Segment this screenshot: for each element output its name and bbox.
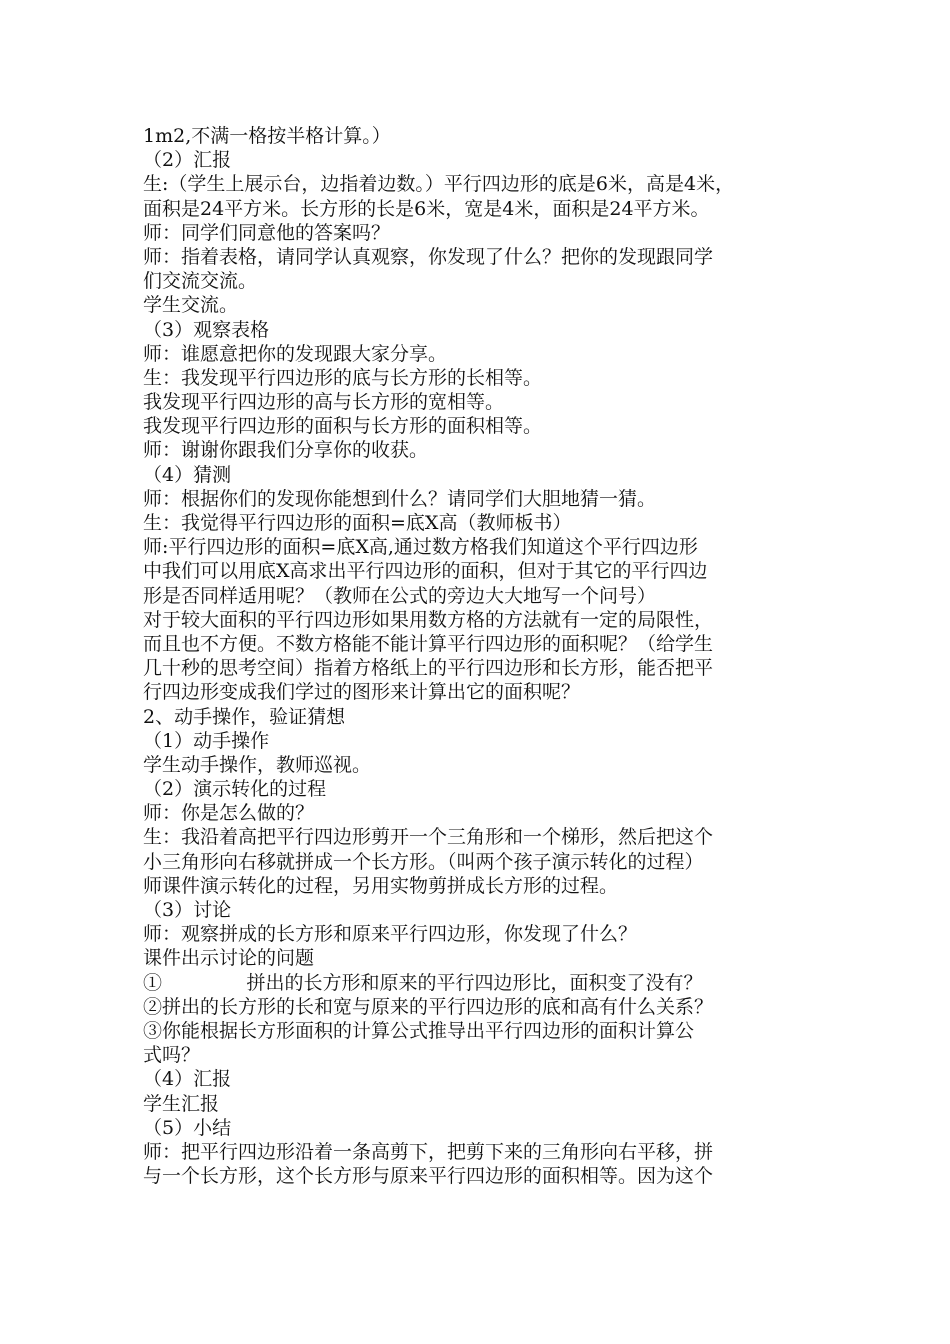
section-heading: （3）讨论 bbox=[143, 899, 232, 921]
section-heading: （4）猜测 bbox=[143, 463, 232, 486]
text-line: 1m2,不满一格按半格计算。） bbox=[143, 125, 391, 147]
text-line: 形是否同样适用呢？（教师在公式的旁边大大地写一个问号） bbox=[143, 584, 657, 607]
text-line: 师:平行四边形的面积=底X高,通过数方格我们知道这个平行四边形 bbox=[143, 536, 698, 559]
text-line: 小三角形向右移就拼成一个长方形。（叫两个孩子演示转化的过程） bbox=[143, 850, 704, 873]
text-line: 与一个长方形，这个长方形与原来平行四边形的面积相等。因为这个 bbox=[143, 1165, 714, 1188]
text-line: 而且也不方便。不数方格能不能计算平行四边形的面积呢？（给学生 bbox=[143, 632, 714, 655]
text-line: 我发现平行四边形的高与长方形的宽相等。 bbox=[143, 391, 505, 414]
section-heading: （1）动手操作 bbox=[143, 729, 270, 752]
text-line: 生：我沿着高把平行四边形剪开一个三角形和一个梯形，然后把这个 bbox=[143, 826, 714, 849]
text-line: 对于较大面积的平行四边形如果用数方格的方法就有一定的局限性， bbox=[143, 608, 714, 631]
document-body bbox=[143, 124, 823, 1188]
text-line: 师：谢谢你跟我们分享你的收获。 bbox=[143, 439, 429, 462]
section-heading: （4）汇报 bbox=[143, 1068, 232, 1091]
list-item: ②拼出的长方形的长和宽与原来的平行四边形的底和高有什么关系？ bbox=[143, 995, 714, 1018]
text-line: 师：根据你们的发现你能想到什么？请同学们大胆地猜一猜。 bbox=[143, 487, 657, 510]
text-line: 生：我发现平行四边形的底与长方形的长相等。 bbox=[143, 366, 543, 389]
text-line: 学生动手操作，教师巡视。 bbox=[143, 753, 372, 776]
text-line: 中我们可以用底X高求出平行四边形的面积，但对于其它的平行四边 bbox=[143, 560, 708, 583]
list-item: ③你能根据长方形面积的计算公式推导出平行四边形的面积计算公 bbox=[143, 1019, 695, 1042]
text-line: 师：把平行四边形沿着一条高剪下，把剪下来的三角形向右平移，拼 bbox=[143, 1140, 714, 1163]
text-line: 师：你是怎么做的？ bbox=[143, 802, 315, 825]
section-heading: （2）演示转化的过程 bbox=[143, 778, 327, 801]
text-line: 行四边形变成我们学过的图形来计算出它的面积呢？ bbox=[143, 681, 581, 704]
text-line: 学生汇报 bbox=[143, 1092, 220, 1115]
section-heading: （3）观察表格 bbox=[143, 318, 270, 341]
text-line: 课件出示讨论的问题 bbox=[143, 947, 315, 970]
text-line: 式吗？ bbox=[143, 1044, 201, 1067]
list-item: ① 拼出的长方形和原来的平行四边形比，面积变了没有？ bbox=[143, 971, 703, 994]
text-line: 师：观察拼成的长方形和原来平行四边形，你发现了什么？ bbox=[143, 923, 638, 946]
text-line: 我发现平行四边形的面积与长方形的面积相等。 bbox=[143, 415, 543, 438]
text-line: 师：谁愿意把你的发现跟大家分享。 bbox=[143, 342, 448, 365]
text-line: 生:（学生上展示台，边指着边数。）平行四边形的底是6米，高是4米， bbox=[143, 173, 735, 196]
section-heading: （5）小结 bbox=[143, 1116, 232, 1139]
text-line: 师课件演示转化的过程，另用实物剪拼成长方形的过程。 bbox=[143, 874, 619, 897]
text-line: 学生交流。 bbox=[143, 294, 239, 317]
section-heading: 2、动手操作，验证猜想 bbox=[143, 705, 346, 728]
text-line: 师：指着表格，请同学认真观察，你发现了什么？把你的发现跟同学 bbox=[143, 245, 714, 268]
text-line: 面积是24平方米。长方形的长是6米，宽是4米，面积是24平方米。 bbox=[143, 197, 710, 220]
text-line: 生：我觉得平行四边形的面积=底X高（教师板书） bbox=[143, 512, 572, 534]
text-line: 几十秒的思考空间）指着方格纸上的平行四边形和长方形，能否把平 bbox=[143, 657, 714, 680]
section-heading: （2）汇报 bbox=[143, 149, 232, 172]
text-line: 师：同学们同意他的答案吗？ bbox=[143, 221, 391, 244]
text-line: 们交流交流。 bbox=[143, 270, 258, 293]
